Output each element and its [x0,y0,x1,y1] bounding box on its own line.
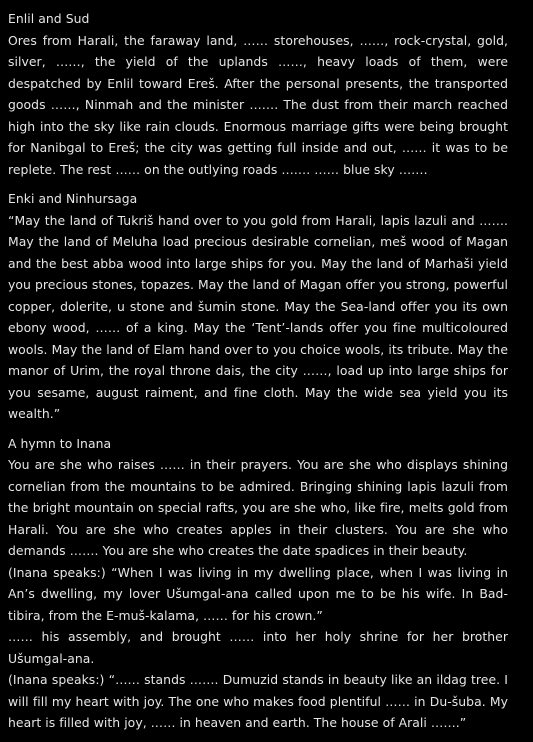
section-title: Enlil and Sud [8,11,90,26]
section-paragraph: Ores from Harali, the faraway land, …… storehouses, ……, rock-crystal, gold, silver, ……, the yield of the uplands ……, heavy loads of them, were despatched by Enlil toward Ereš. After the personal presents, the transported goods ……, Ninmah and the minister ……. The dust from their march reached high into the sky like rain clouds. Enormous marriage gifts were being brought for Nanibgal to Ereš; the city was getting full inside and out, …… it was to be replete. The rest …… on the outlying roads ……. …… blue sky ……. [8,32,508,177]
section-title: A hymn to Inana [8,435,112,451]
section-hymn-to-inana [8,433,508,734]
section-paragraph: (Inana speaks:) “…… stands ……. Dumuzid stands in beauty like an ildag tree. I will fill my heart with joy. The one who makes food plentiful …… in Du-šuba. My heart is filled with joy, …… in heaven and earth. The house of Arali …….” [8,672,508,730]
section-enki-and-ninhursaga [8,188,508,425]
section-paragraph: …… his assembly, and brought …… into her holy shrine for her brother Ušumgal-ana. [8,629,508,666]
section-enlil-and-sud [8,8,508,180]
section-paragraph: “May the land of Tukriš hand over to you gold from Harali, lapis lazuli and ……. May the land of Meluha load precious desirable cornelian, meš wood of Magan and the best abba wood into large ships for you. May the land of Marhaši yield you precious stones, topazes. May the land of Magan offer you strong, powerful copper, dolerite, u stone and šumin stone. May the Sea-land offer you its own ebony wood, …… of a king. May the ‘Tent’-lands offer you fine multicoloured wools. May the land of Elam hand over to you choice wools, its tribute. May the manor of Urim, the royal throne dais, the city ……, load up into large ships for you sesame, august raiment, and fine cloth. May the wide sea yield you its wealth.” [8,212,508,421]
document-page [8,8,508,742]
section-paragraph: You are she who raises …… in their prayers. You are she who displays shining cornelian from the mountains to be admired. Bringing shining lapis lazuli from the bright mountain on special rafts, you are she who, like fire, melts gold from Harali. You are she who creates apples in their clusters. You are she who demands ……. You are she who creates the date spadices in their beauty. [8,457,508,558]
section-title: Enki and Ninhursaga [8,191,138,206]
section-paragraph: (Inana speaks:) “When I was living in my dwelling place, when I was living in An’s dwelling, my lover Ušumgal-ana called upon me to be his wife. In Bad-tibira, from the E-muš-kalama, …… for his crown.” [8,564,508,623]
